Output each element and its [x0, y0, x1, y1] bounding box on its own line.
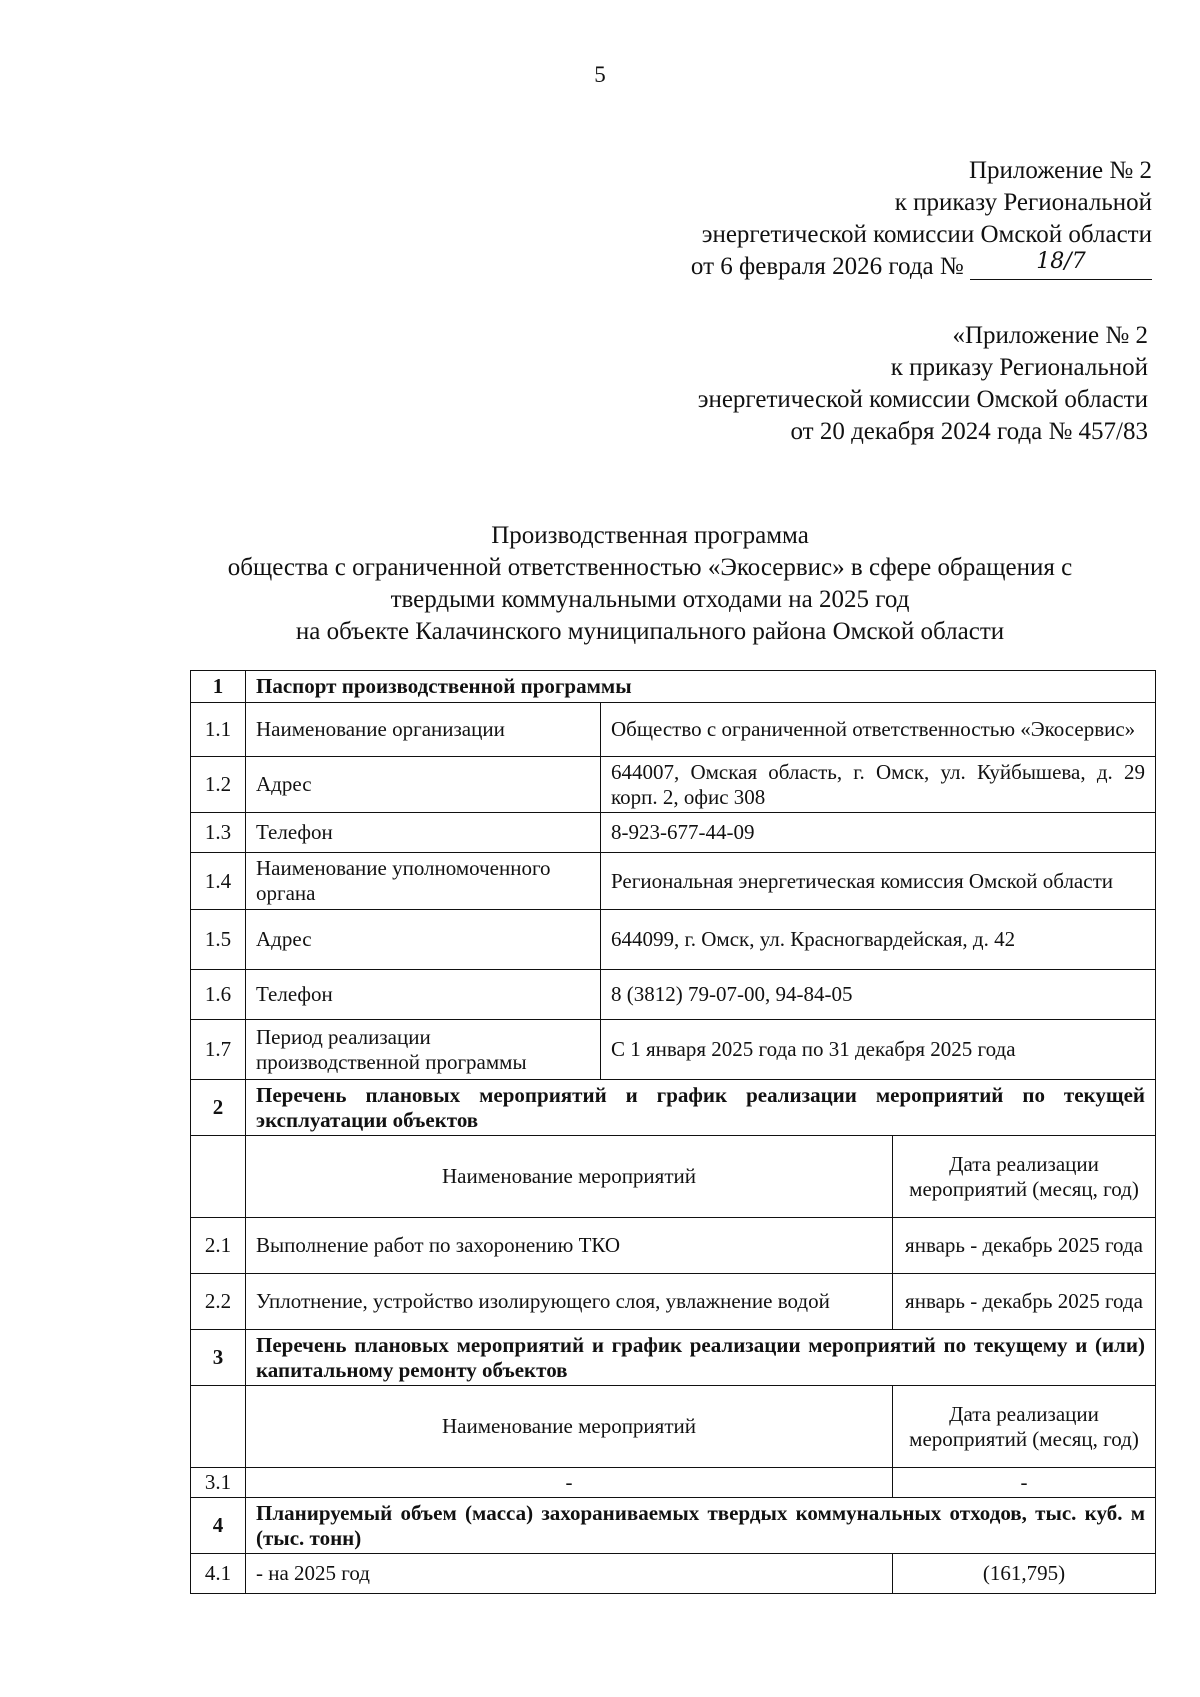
- section-title: Планируемый объем (масса) захораниваемых твердых коммунальных отходов, тыс. куб. м (тыс. тонн): [246, 1498, 1156, 1554]
- row-value: 8-923-677-44-09: [601, 813, 1156, 853]
- table-row: [191, 703, 1156, 757]
- row-number: 1.6: [191, 970, 246, 1020]
- row-label: - на 2025 год: [246, 1554, 893, 1594]
- table-row: [191, 970, 1156, 1020]
- title-line-1: Производственная программа: [491, 522, 809, 549]
- row-label: Наименование организации: [246, 703, 601, 757]
- row-number: 1.7: [191, 1020, 246, 1080]
- row-number: 1.3: [191, 813, 246, 853]
- row-number: 1.4: [191, 853, 246, 910]
- row-number: 1.1: [191, 703, 246, 757]
- table-row: [191, 1080, 1156, 1136]
- order-number-handwritten: 18/7: [1036, 249, 1086, 274]
- appendix-new-line-3: энергетической комиссии Омской области: [701, 221, 1152, 248]
- row-label: Телефон: [246, 813, 601, 853]
- row-value: Региональная энергетическая комиссия Омской области: [601, 853, 1156, 910]
- appendix-old-line-2: к приказу Региональной: [890, 354, 1148, 381]
- column-header-name: Наименование мероприятий: [246, 1136, 893, 1218]
- row-value: 8 (3812) 79-07-00, 94-84-05: [601, 970, 1156, 1020]
- row-number: 3.1: [191, 1468, 246, 1498]
- appendix-header-old: [698, 320, 1148, 448]
- row-date: -: [893, 1468, 1156, 1498]
- appendix-header-new: [691, 155, 1152, 283]
- row-label: Период реализации производственной программы: [246, 1020, 601, 1080]
- row-number: 2.2: [191, 1274, 246, 1330]
- production-program-table: [190, 670, 1156, 1594]
- row-date: январь - декабрь 2025 года: [893, 1218, 1156, 1274]
- row-label: Телефон: [246, 970, 601, 1020]
- table-row: [191, 1330, 1156, 1386]
- order-number-field: [970, 251, 1152, 280]
- appendix-new-line-1: Приложение № 2: [968, 157, 1152, 184]
- appendix-old-line-4: от 20 декабря 2024 года № 457/83: [790, 418, 1148, 445]
- row-name: -: [246, 1468, 893, 1498]
- column-header-date: Дата реализации мероприятий (месяц, год): [893, 1386, 1156, 1468]
- appendix-new-date: от 6 февраля 2026 года №: [690, 253, 964, 280]
- table-row: [191, 1274, 1156, 1330]
- row-value: 644007, Омская область, г. Омск, ул. Куйбышева, д. 29 корп. 2, офис 308: [601, 757, 1156, 813]
- row-value: (161,795): [893, 1554, 1156, 1594]
- appendix-old-line-3: энергетической комиссии Омской области: [697, 386, 1148, 413]
- title-line-3: твердыми коммунальными отходами на 2025 год: [390, 586, 910, 613]
- row-value: 644099, г. Омск, ул. Красногвардейская, д. 42: [601, 910, 1156, 970]
- appendix-new-line-2: к приказу Региональной: [894, 189, 1152, 216]
- row-label: Адрес: [246, 910, 601, 970]
- table-row: [191, 910, 1156, 970]
- table-row: [191, 1498, 1156, 1554]
- table-row: [191, 757, 1156, 813]
- row-label: Адрес: [246, 757, 601, 813]
- document-title: [150, 520, 1150, 648]
- page-number: 5: [594, 62, 606, 87]
- row-name: Выполнение работ по захоронению ТКО: [246, 1218, 893, 1274]
- table-row: [191, 1218, 1156, 1274]
- table-row: [191, 1136, 1156, 1218]
- empty-cell: [191, 1386, 246, 1468]
- row-label: Наименование уполномоченного органа: [246, 853, 601, 910]
- section-title: Паспорт производственной программы: [246, 671, 1156, 703]
- row-value: С 1 января 2025 года по 31 декабря 2025 года: [601, 1020, 1156, 1080]
- section-title: Перечень плановых мероприятий и график реализации мероприятий по текущему и (или) капитальному ремонту объектов: [246, 1330, 1156, 1386]
- section-number: 4: [191, 1498, 246, 1554]
- column-header-date: Дата реализации мероприятий (месяц, год): [893, 1136, 1156, 1218]
- table-row: [191, 813, 1156, 853]
- row-name: Уплотнение, устройство изолирующего слоя, увлажнение водой: [246, 1274, 893, 1330]
- table-row: [191, 1554, 1156, 1594]
- section-number: 2: [191, 1080, 246, 1136]
- appendix-new-line-4: [691, 251, 1152, 283]
- empty-cell: [191, 1136, 246, 1218]
- row-number: 1.2: [191, 757, 246, 813]
- row-number: 2.1: [191, 1218, 246, 1274]
- title-line-2: общества с ограниченной ответственностью «Экосервис» в сфере обращения с: [227, 554, 1073, 581]
- table-row: [191, 671, 1156, 703]
- column-header-name: Наименование мероприятий: [246, 1386, 893, 1468]
- row-date: январь - декабрь 2025 года: [893, 1274, 1156, 1330]
- section-number: 3: [191, 1330, 246, 1386]
- row-value: Общество с ограниченной ответственностью «Экосервис»: [601, 703, 1156, 757]
- section-title: Перечень плановых мероприятий и график реализации мероприятий по текущей эксплуатации объектов: [246, 1080, 1156, 1136]
- table-row: [191, 1468, 1156, 1498]
- row-number: 1.5: [191, 910, 246, 970]
- section-number: 1: [191, 671, 246, 703]
- appendix-old-line-1: «Приложение № 2: [952, 322, 1148, 349]
- row-number: 4.1: [191, 1554, 246, 1594]
- table-row: [191, 1020, 1156, 1080]
- title-line-4: на объекте Калачинского муниципального района Омской области: [295, 618, 1005, 645]
- table-row: [191, 1386, 1156, 1468]
- table-row: [191, 853, 1156, 910]
